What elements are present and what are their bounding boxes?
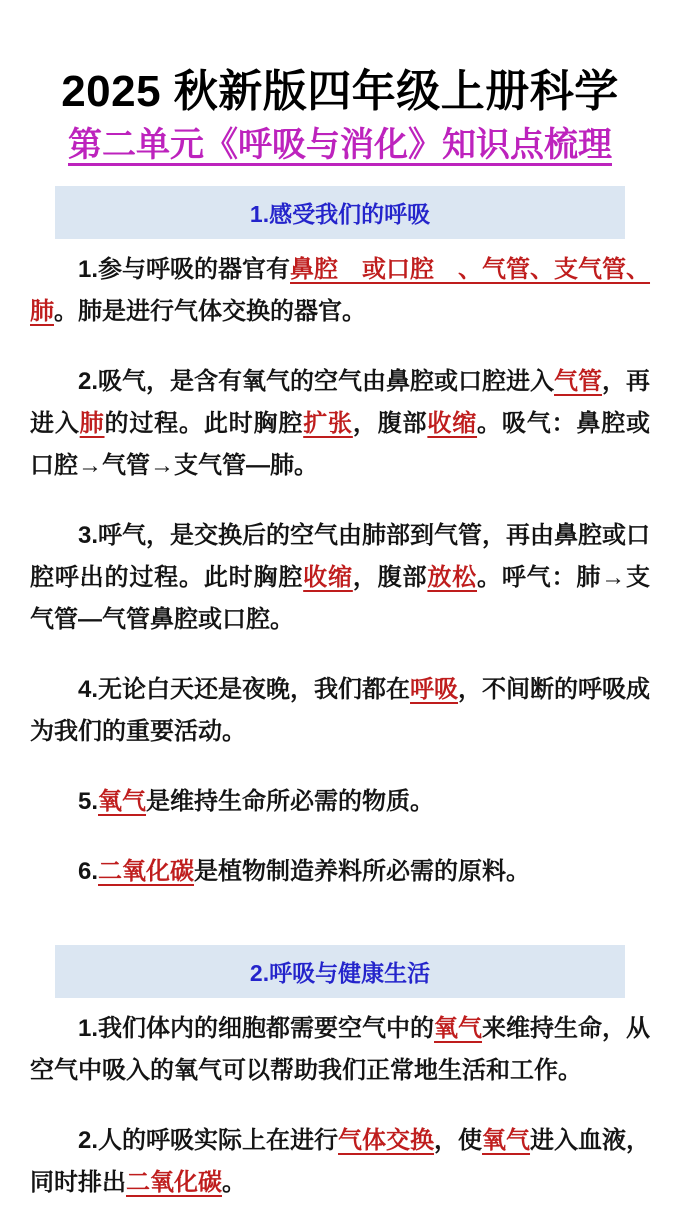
highlight-term: 二氧化碳 (126, 1168, 222, 1196)
text-segment: 是维持生命所必需的物质。 (146, 787, 435, 815)
text-segment: ，使 (434, 1126, 483, 1154)
text-segment: 5. (78, 787, 99, 815)
highlight-term: 氧气 (98, 787, 147, 815)
text-segment: ，不间断的呼吸成为我们的重要活动。 (30, 675, 651, 745)
paragraph (30, 361, 650, 487)
sections-container (0, 186, 680, 1204)
highlight-term: 二氧化碳 (98, 857, 195, 885)
text-segment: 1.我们体内的细胞都需要空气中的 (78, 1014, 435, 1042)
section-header: 1.感受我们的呼吸 (55, 186, 625, 239)
text-segment: 的过程。此时胸腔 (104, 409, 304, 437)
highlight-term: 扩张 (303, 409, 353, 437)
highlight-term: 放松 (427, 563, 478, 591)
highlight-term: 气体交换 (338, 1126, 435, 1154)
highlight-term: 气管 (554, 367, 603, 395)
highlight-term: 氧气 (434, 1014, 483, 1042)
text-segment: ，腹部 (352, 563, 428, 591)
text-segment: ，腹部 (352, 409, 428, 437)
text-segment: 6. (78, 857, 99, 885)
text-segment: 。呼气：肺→支气管—气管鼻腔或口腔。 (30, 563, 651, 633)
text-segment: 4.无论白天还是夜晚，我们都在 (78, 675, 411, 703)
paragraph (30, 1120, 650, 1204)
section (0, 186, 680, 893)
paragraph (30, 669, 650, 753)
text-segment: ，再进入 (30, 367, 651, 437)
text-segment: 2.吸气，是含有氧气的空气由鼻腔或口腔进入 (78, 367, 555, 395)
text-segment: 进入血液，同时排出 (30, 1126, 651, 1196)
section (0, 945, 680, 1204)
highlight-term: 呼吸 (410, 675, 459, 703)
paragraph (30, 515, 650, 641)
paragraph (30, 851, 650, 893)
paragraph (30, 249, 650, 333)
highlight-term: 收缩 (303, 563, 353, 591)
page-title: 2025 秋新版四年级上册科学 (61, 67, 619, 116)
text-segment: 是植物制造养料所必需的原料。 (194, 857, 531, 885)
paragraph (30, 781, 650, 823)
text-segment: 来维持生命，从空气中吸入的氧气可以帮助我们正常地生活和工作。 (30, 1014, 651, 1084)
highlight-term: 肺 (79, 409, 105, 437)
highlight-term: 氧气 (482, 1126, 531, 1154)
text-segment: 1.参与呼吸的器官有 (78, 255, 291, 283)
text-segment: 3.呼气，是交换后的空气由肺部到气管，再由鼻腔或口腔呼出的过程。此时胸腔 (30, 521, 651, 591)
text-segment: 2.人的呼吸实际上在进行 (78, 1126, 339, 1154)
paragraph (30, 1008, 650, 1092)
highlight-term: 收缩 (427, 409, 478, 437)
section-header: 2.呼吸与健康生活 (55, 945, 625, 998)
text-segment: 。肺是进行气体交换的器官。 (54, 297, 366, 325)
text-segment: 。 (222, 1168, 246, 1196)
page-subtitle: 第二单元《呼吸与消化》知识点梳理 (68, 125, 612, 164)
text-segment: 。吸气：鼻腔或口腔→气管→支气管—肺。 (30, 409, 651, 479)
highlight-term: 鼻腔 或口腔 、气管、支气管、肺 (30, 255, 651, 325)
